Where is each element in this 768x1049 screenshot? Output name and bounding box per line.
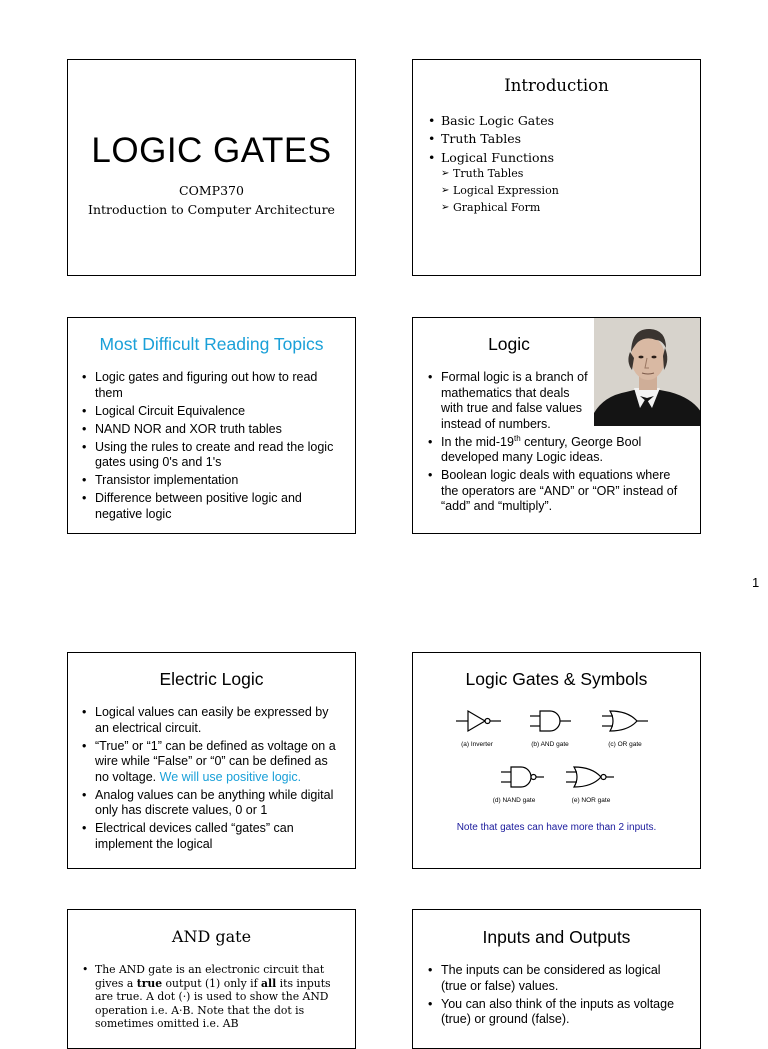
- slide-logic: [412, 317, 701, 534]
- list-item: • Analog values can be anything while digital only has discrete values, 0 or 1: [95, 788, 343, 819]
- slide-title: Inputs and Outputs: [482, 927, 631, 947]
- list-item: [95, 739, 343, 786]
- text-run: century, George Bool developed many Logic ideas.: [441, 434, 642, 464]
- bullet-list: [441, 370, 686, 517]
- list-item: ➢ Logical Expression: [453, 183, 559, 200]
- gate-symbols-diagram: [413, 653, 701, 869]
- text-run: its inputs are true. A dot (·) is used to show the AND operation i.e. A·B. Note that the dot is sometimes omitted i.e. AB: [95, 976, 331, 1031]
- list-item: • Transistor implementation: [95, 473, 337, 489]
- list-item: • Logical Circuit Equivalence: [95, 404, 337, 420]
- text-run: In the mid-19: [441, 434, 514, 449]
- bullet-list: [441, 963, 686, 1030]
- nor-gate-label: (e) NOR gate: [571, 797, 611, 804]
- list-item: • Logic gates and figuring out how to read them: [95, 370, 337, 401]
- list-item: • Basic Logic Gates: [441, 112, 554, 130]
- slide-electric-logic: [67, 652, 356, 869]
- bullet-list: [95, 705, 343, 855]
- nor-gate-icon: [566, 767, 614, 787]
- nand-gate-icon: [501, 767, 544, 787]
- list-item: • Logical Functions: [441, 149, 554, 167]
- slide-title: LOGIC GATES: [91, 131, 332, 170]
- list-item: • Truth Tables: [441, 130, 554, 148]
- nand-gate-label: (d) NAND gate: [492, 797, 536, 804]
- bullet-list: [95, 963, 337, 1031]
- slide-title: Introduction: [504, 76, 609, 95]
- and-gate-label: (b) AND gate: [531, 741, 569, 748]
- list-item: • Using the rules to create and read the logic gates using 0's and 1's: [95, 440, 337, 471]
- and-gate-icon: [530, 711, 571, 731]
- bullet-list: [95, 370, 337, 525]
- inverter-gate-icon: [456, 711, 501, 731]
- text-run: “True” or “1” can be defined as voltage on a wire while “False” or “0” can be defined as no voltage.: [95, 738, 336, 784]
- bullet-list: [441, 112, 554, 167]
- slide-logic-gates-title: [67, 59, 356, 276]
- list-item: • Electrical devices called “gates” can implement the logical: [95, 821, 343, 852]
- slide-title: Electric Logic: [159, 669, 264, 689]
- sub-bullet-list: [453, 166, 559, 216]
- slide-title: Logic Gates & Symbols: [465, 669, 648, 689]
- or-gate-icon: [602, 711, 648, 731]
- list-item: [441, 435, 686, 466]
- list-item: • Formal logic is a branch of mathematics that deals with true and false values instead of numbers.: [441, 370, 591, 432]
- slide-title: Most Difficult Reading Topics: [99, 334, 324, 354]
- list-item: ➢ Graphical Form: [453, 200, 559, 217]
- list-item: • Difference between positive logic and negative logic: [95, 491, 337, 522]
- slide-and-gate: [67, 909, 356, 1049]
- bold-text: all: [261, 976, 277, 990]
- slide-title: Logic: [488, 334, 530, 354]
- slide-difficult-topics: [67, 317, 356, 534]
- list-item: • NAND NOR and XOR truth tables: [95, 422, 337, 438]
- text-run: output (1) only if: [162, 976, 262, 990]
- slide-title: AND gate: [171, 927, 252, 946]
- list-item: • The inputs can be considered as logical (true or false) values.: [441, 963, 686, 994]
- slide-inputs-outputs: [412, 909, 701, 1049]
- gates-note: Note that gates can have more than 2 inputs.: [456, 822, 657, 833]
- text-run: The AND gate is an electronic circuit that gives a: [95, 963, 325, 990]
- page-number: 1: [752, 575, 760, 590]
- slide-logic-gates-symbols: [412, 652, 701, 869]
- or-gate-label: (c) OR gate: [608, 741, 642, 748]
- course-subtitle: Introduction to Computer Architecture: [88, 202, 335, 217]
- highlighted-text: We will use positive logic.: [156, 769, 302, 784]
- bold-text: true: [136, 976, 163, 990]
- slide-introduction: [412, 59, 701, 276]
- list-item: [95, 963, 337, 1031]
- list-item: • Boolean logic deals with equations where the operators are “AND” or “OR” instead of “add” and “multiply”.: [441, 468, 686, 515]
- inverter-label: (a) Inverter: [461, 741, 493, 748]
- list-item: ➢ Truth Tables: [453, 166, 559, 183]
- course-code: COMP370: [179, 183, 244, 198]
- list-item: • You can also think of the inputs as voltage (true) or ground (false).: [441, 997, 686, 1028]
- list-item: • Logical values can easily be expressed by an electrical circuit.: [95, 705, 343, 736]
- superscript: th: [513, 433, 521, 443]
